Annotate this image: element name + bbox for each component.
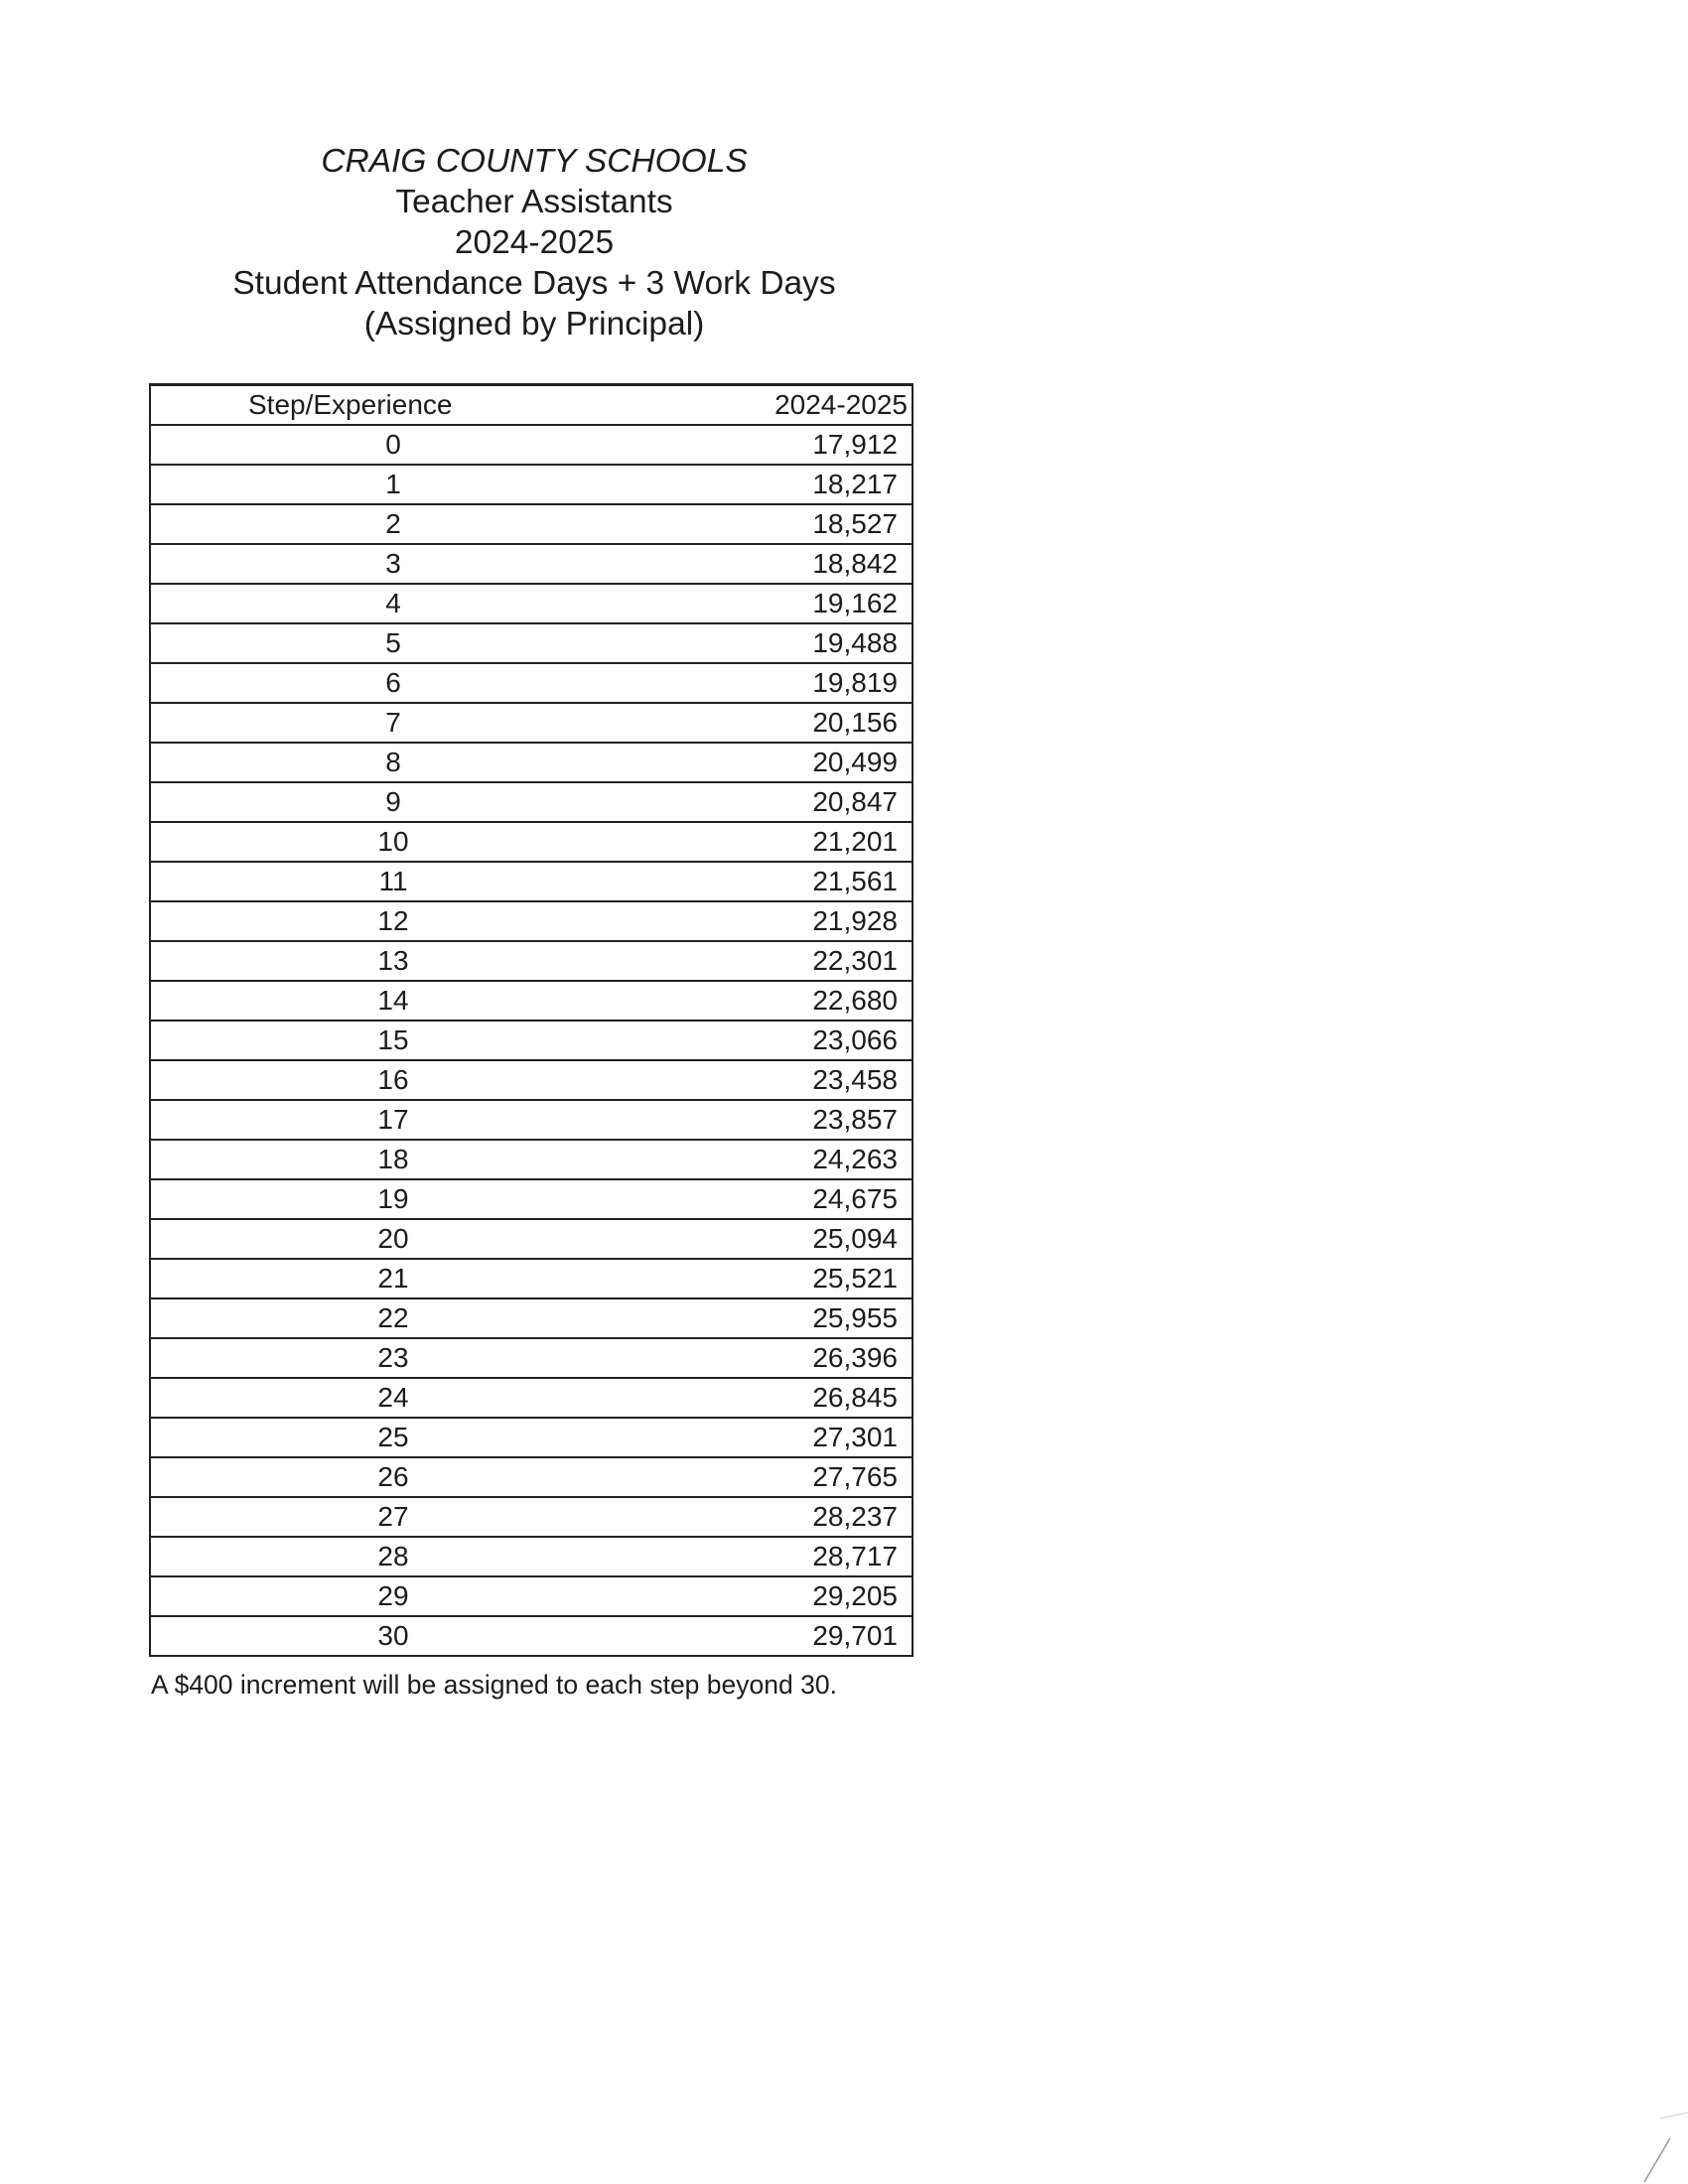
table-row xyxy=(150,1298,913,1338)
position-title: Teacher Assistants xyxy=(395,184,673,220)
school-year: 2024-2025 xyxy=(454,224,615,261)
document-heading xyxy=(149,141,919,344)
table-row xyxy=(150,1457,913,1497)
amount-cell: 27,765 xyxy=(635,1457,913,1497)
organization-name: CRAIG COUNTY SCHOOLS xyxy=(321,143,748,180)
table-row xyxy=(150,1537,913,1576)
table-row xyxy=(150,1259,913,1298)
step-cell: 27 xyxy=(150,1497,635,1537)
step-cell: 22 xyxy=(150,1298,635,1338)
amount-cell: 23,066 xyxy=(635,1021,913,1060)
amount-cell: 29,701 xyxy=(635,1616,913,1656)
step-cell: 4 xyxy=(150,584,635,623)
table-row xyxy=(150,1100,913,1140)
step-cell: 17 xyxy=(150,1100,635,1140)
amount-cell: 26,396 xyxy=(635,1338,913,1378)
scan-mark xyxy=(1638,2099,1688,2184)
table-row xyxy=(150,862,913,901)
amount-cell: 19,162 xyxy=(635,584,913,623)
table-row xyxy=(150,1338,913,1378)
table-row xyxy=(150,1576,913,1616)
table-row xyxy=(150,465,913,504)
table-row xyxy=(150,1616,913,1656)
step-cell: 8 xyxy=(150,743,635,782)
step-cell: 20 xyxy=(150,1219,635,1259)
step-cell: 30 xyxy=(150,1616,635,1656)
step-cell: 16 xyxy=(150,1060,635,1100)
amount-cell: 21,201 xyxy=(635,822,913,862)
table-row xyxy=(150,544,913,584)
step-cell: 21 xyxy=(150,1259,635,1298)
table-row xyxy=(150,1497,913,1537)
amount-cell: 23,857 xyxy=(635,1100,913,1140)
step-cell: 6 xyxy=(150,663,635,703)
amount-cell: 25,094 xyxy=(635,1219,913,1259)
step-cell: 23 xyxy=(150,1338,635,1378)
table-row xyxy=(150,782,913,822)
amount-cell: 19,819 xyxy=(635,663,913,703)
work-days-note: Student Attendance Days + 3 Work Days xyxy=(232,265,836,302)
amount-cell: 22,301 xyxy=(635,941,913,981)
table-row xyxy=(150,504,913,544)
step-cell: 12 xyxy=(150,901,635,941)
step-cell: 28 xyxy=(150,1537,635,1576)
step-cell: 10 xyxy=(150,822,635,862)
table-row xyxy=(150,703,913,743)
table-row xyxy=(150,1418,913,1457)
amount-cell: 24,263 xyxy=(635,1140,913,1179)
table-row xyxy=(150,663,913,703)
step-column-header: Step/Experience xyxy=(150,385,635,426)
amount-cell: 29,205 xyxy=(635,1576,913,1616)
table-row xyxy=(150,822,913,862)
amount-cell: 24,675 xyxy=(635,1179,913,1219)
amount-cell: 27,301 xyxy=(635,1418,913,1457)
table-row xyxy=(150,1219,913,1259)
table-row xyxy=(150,941,913,981)
amount-cell: 25,955 xyxy=(635,1298,913,1338)
amount-cell: 18,842 xyxy=(635,544,913,584)
step-cell: 7 xyxy=(150,703,635,743)
amount-cell: 23,458 xyxy=(635,1060,913,1100)
amount-cell: 18,527 xyxy=(635,504,913,544)
amount-cell: 19,488 xyxy=(635,623,913,663)
table-row xyxy=(150,901,913,941)
table-header-row xyxy=(150,385,913,426)
table-row xyxy=(150,1179,913,1219)
step-cell: 18 xyxy=(150,1140,635,1179)
amount-cell: 21,561 xyxy=(635,862,913,901)
amount-cell: 20,847 xyxy=(635,782,913,822)
step-cell: 3 xyxy=(150,544,635,584)
assignment-note: (Assigned by Principal) xyxy=(363,306,705,342)
table-row xyxy=(150,1140,913,1179)
amount-cell: 22,680 xyxy=(635,981,913,1021)
amount-column-header: 2024-2025 xyxy=(635,385,913,426)
step-increment-footnote: A $400 increment will be assigned to each step beyond 30. xyxy=(151,1670,837,1700)
step-cell: 29 xyxy=(150,1576,635,1616)
step-cell: 1 xyxy=(150,465,635,504)
amount-cell: 26,845 xyxy=(635,1378,913,1418)
table-row xyxy=(150,584,913,623)
step-cell: 19 xyxy=(150,1179,635,1219)
amount-cell: 17,912 xyxy=(635,425,913,465)
step-cell: 26 xyxy=(150,1457,635,1497)
step-cell: 5 xyxy=(150,623,635,663)
step-cell: 0 xyxy=(150,425,635,465)
amount-cell: 28,717 xyxy=(635,1537,913,1576)
step-cell: 13 xyxy=(150,941,635,981)
table-row xyxy=(150,981,913,1021)
table-row xyxy=(150,1060,913,1100)
amount-cell: 18,217 xyxy=(635,465,913,504)
table-row xyxy=(150,1378,913,1418)
salary-rows xyxy=(150,425,913,1656)
step-cell: 25 xyxy=(150,1418,635,1457)
table-row xyxy=(150,425,913,465)
step-cell: 24 xyxy=(150,1378,635,1418)
amount-cell: 28,237 xyxy=(635,1497,913,1537)
amount-cell: 25,521 xyxy=(635,1259,913,1298)
salary-scale-table xyxy=(149,383,914,1657)
step-cell: 14 xyxy=(150,981,635,1021)
step-cell: 9 xyxy=(150,782,635,822)
step-cell: 15 xyxy=(150,1021,635,1060)
amount-cell: 20,499 xyxy=(635,743,913,782)
table-row xyxy=(150,743,913,782)
table-row xyxy=(150,1021,913,1060)
step-cell: 2 xyxy=(150,504,635,544)
amount-cell: 21,928 xyxy=(635,901,913,941)
table-row xyxy=(150,623,913,663)
amount-cell: 20,156 xyxy=(635,703,913,743)
step-cell: 11 xyxy=(150,862,635,901)
